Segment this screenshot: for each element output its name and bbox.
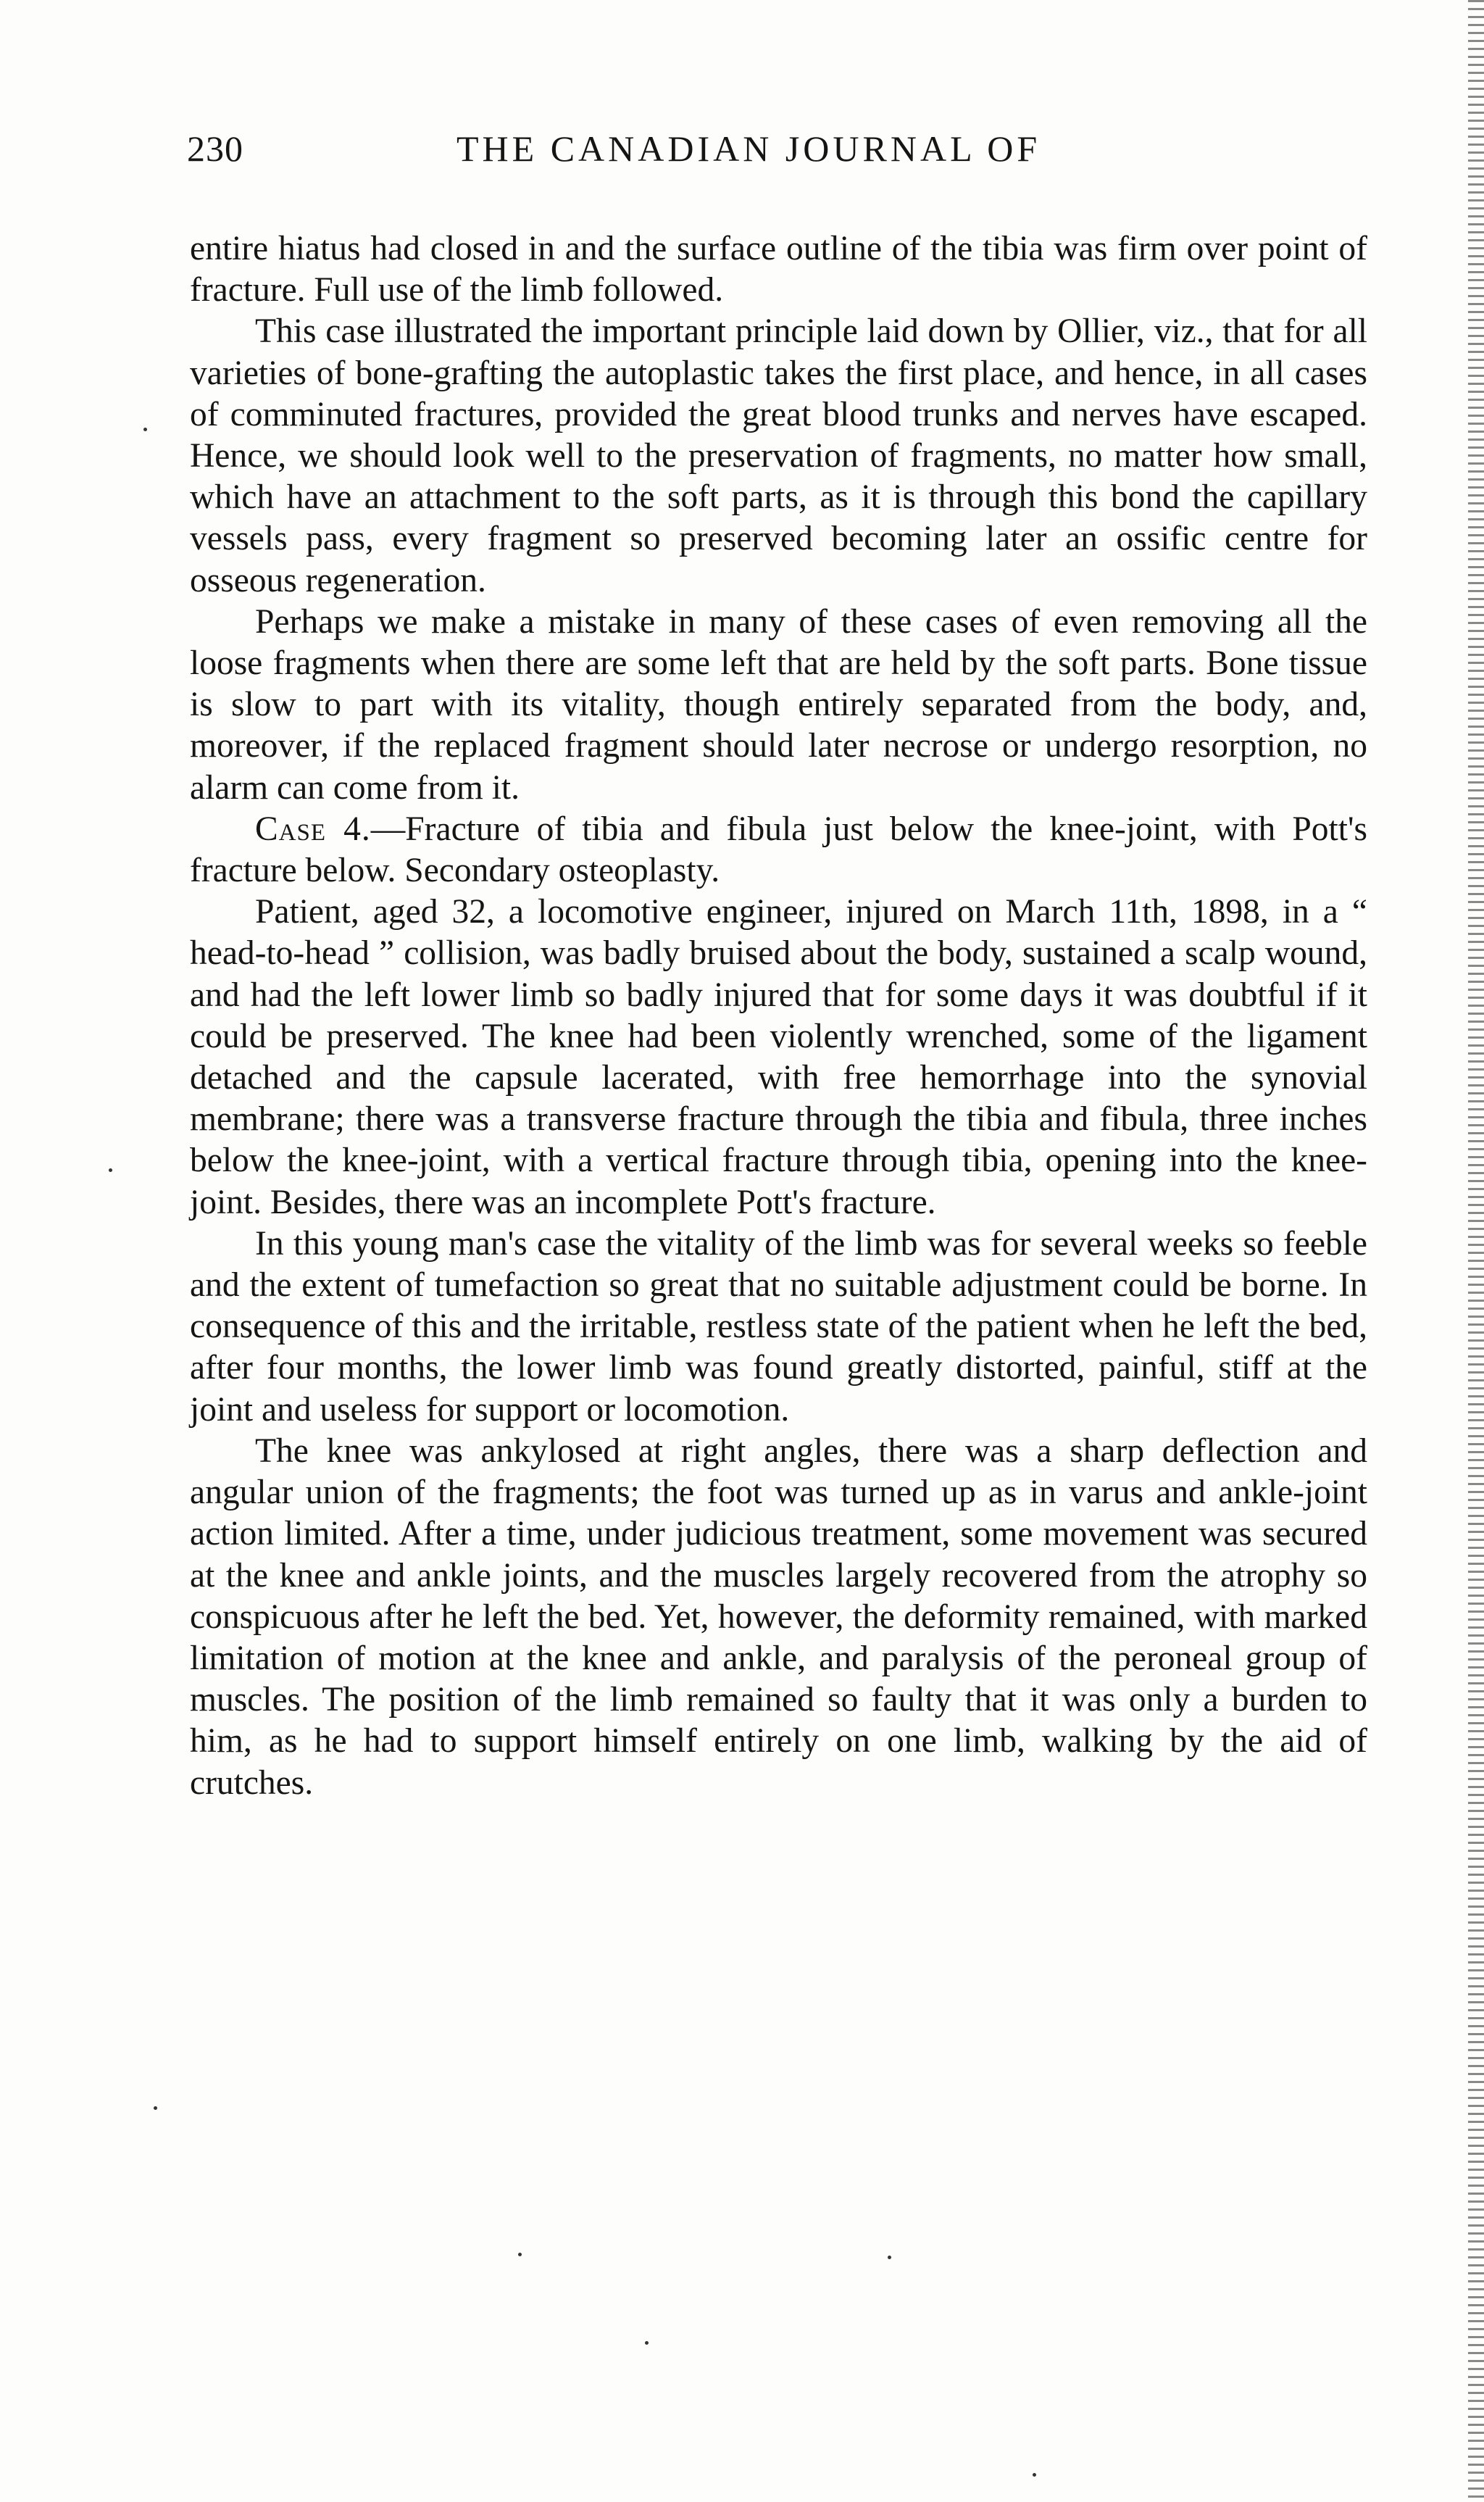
margin-speck bbox=[109, 1168, 112, 1172]
margin-speck bbox=[1033, 2473, 1036, 2477]
margin-speck bbox=[154, 2106, 157, 2110]
margin-speck bbox=[518, 2253, 522, 2256]
paragraph: This case illustrated the important principle laid down by Ollier, viz., that for all varieties of bone-grafting the autoplastic takes the first place, and hence, in all cases of comminuted fractures, provided the great blood trunks and nerves have escaped. Hence, we should look well to the preservation of fragments, no matter how small, which have an attachment to the soft parts, as it is through this bond the capillary vessels pass, every fragment so preserved becoming later an ossific centre for osseous regeneration. bbox=[190, 312, 1367, 599]
paragraph: entire hiatus had closed in and the surface outline of the tibia was firm over point of fracture. Full use of the limb followed. bbox=[190, 230, 1367, 309]
article-body bbox=[190, 228, 1367, 1804]
page-header bbox=[187, 128, 1375, 186]
running-title: THE CANADIAN JOURNAL OF bbox=[457, 128, 1041, 169]
margin-speck bbox=[888, 2256, 891, 2259]
paragraph: Patient, aged 32, a locomotive engineer, injured on March 11th, 1898, in a “ head-to-head ” collision, was badly bruised about the body, sustained a scalp wound, and had the left lower limb so badly injured that for some days it was doubtful if it could be preserved. The knee had been violently wrenched, some of the ligament detached and the capsule lacerated, with free hemorrhage into the synovial membrane; there was a transverse fracture through the tibia and fibula, three inches below the knee-joint, with a vertical fracture through tibia, opening into the knee-joint. Besides, there was an incomplete Pott's fracture. bbox=[190, 893, 1367, 1221]
paragraph: Perhaps we make a mistake in many of these cases of even removing all the loose fragments when there are some left that are held by the soft parts. Bone tissue is slow to part with its vitality, though entirely separated from the body, and, moreover, if the replaced fragment should later necrose or undergo resorption, no alarm can come from it. bbox=[190, 602, 1367, 807]
case-heading-paragraph bbox=[190, 809, 1367, 892]
page-gutter-edge bbox=[1468, 0, 1484, 2502]
paragraph: The knee was ankylosed at right angles, there was a sharp deflection and angular union of the fragments; the foot was turned up as in varus and ankle-joint action limited. After a time, under judicious treatment, some movement was secured at the knee and ankle joints, and the muscles largely recovered from the atrophy so conspicuous after he left the bed. Yet, however, the deformity remained, with marked limitation of motion at the knee and ankle, and paralysis of the peroneal group of muscles. The position of the limb remained so faulty that it was only a burden to him, as he had to support himself entirely on one limb, walking by the aid of crutches. bbox=[190, 1431, 1367, 1802]
page-number: 230 bbox=[187, 128, 243, 169]
margin-speck bbox=[645, 2341, 649, 2345]
paragraph: In this young man's case the vitality of the limb was for several weeks so feeble and the extent of tumefaction so great that no suitable adjustment could be borne. In consequence of this and the irritable, restless state of the patient when he left the bed, after four months, the lower limb was found greatly distorted, painful, stiff at the joint and useless for support or locomotion. bbox=[190, 1224, 1367, 1429]
case-description: —Fracture of tibia and fibula just below the knee-joint, with Pott's fracture below. Secondary osteoplasty. bbox=[190, 810, 1367, 890]
case-label: Case 4. bbox=[255, 810, 371, 848]
margin-speck bbox=[143, 428, 147, 431]
